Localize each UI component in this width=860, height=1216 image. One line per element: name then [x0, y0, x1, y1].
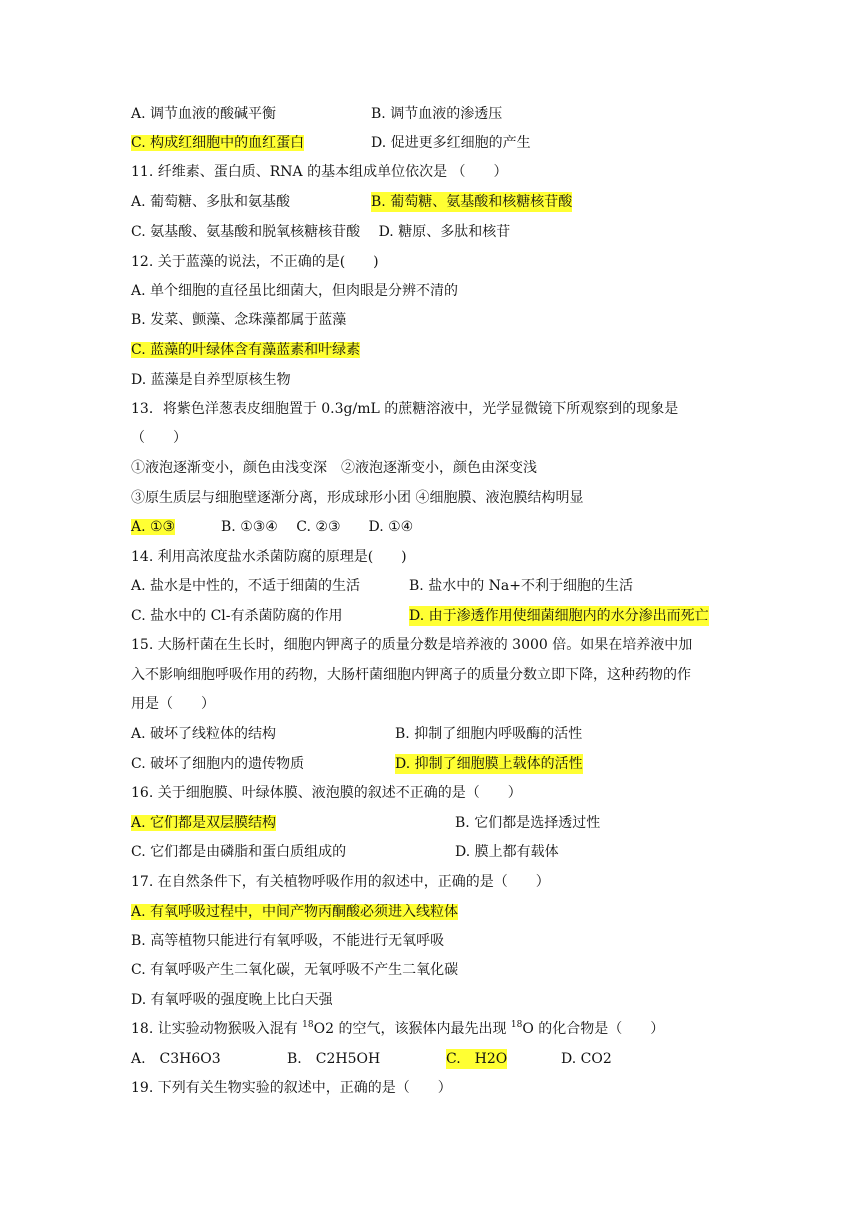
option-line — [131, 902, 458, 922]
option-d: D. 促进更多红细胞的产生 — [371, 135, 531, 151]
option-d: D. CO2 — [561, 1051, 612, 1067]
option-c: C. 有氧呼吸产生二氧化碳，无氧呼吸不产生二氧化碳 — [131, 962, 459, 978]
option-d: D. 膜上都有载体 — [455, 844, 559, 860]
option-d-highlighted: D. 由于渗透作用使细菌细胞内的水分渗出而死亡 — [409, 608, 709, 624]
option-c: C. 它们都是由磷脂和蛋白质组成的 — [131, 844, 347, 860]
question-19: 19. 下列有关生物实验的叙述中，正确的是（ ） — [131, 1080, 452, 1096]
option-line — [131, 133, 531, 153]
question-13: 13．将紫色洋葱表皮细胞置于 0.3g/mL 的蔗糖溶液中，光学显微镜下所观察到的现象是 — [131, 401, 679, 417]
statement-line: ①液泡逐渐变小，颜色由浅变深 ②液泡逐渐变小，颜色由深变浅 — [131, 460, 537, 476]
option-b: B. 调节血液的渗透压 — [371, 106, 503, 122]
question-18-text-3: O 的化合物是（ ） — [522, 1021, 665, 1037]
option-b: B. 抑制了细胞内呼吸酶的活性 — [395, 726, 583, 742]
option-a: A. 调节血液的酸碱平衡 — [131, 106, 277, 122]
question-14: 14. 利用高浓度盐水杀菌防腐的原理是( ) — [131, 549, 407, 565]
question-18 — [131, 1019, 664, 1039]
option-a: A. C3H6O3 — [131, 1051, 221, 1067]
option-d: D. 有氧呼吸的强度晚上比白天强 — [131, 992, 333, 1008]
option-line — [131, 192, 573, 212]
option-line — [131, 104, 503, 124]
options-bcd: B. ①③④ C. ②③ D. ①④ — [221, 519, 414, 535]
option-line — [131, 842, 559, 862]
option-c: C. 破坏了细胞内的遗传物质 — [131, 756, 305, 772]
option-a-highlighted: A. 有氧呼吸过程中，中间产物丙酮酸必须进入线粒体 — [131, 904, 459, 920]
option-line — [131, 813, 601, 833]
option-a-highlighted: A. 它们都是双层膜结构 — [131, 815, 277, 831]
option-a-highlighted: A. ①③ — [131, 519, 176, 535]
option-b: B. 高等植物只能进行有氧呼吸，不能进行无氧呼吸 — [131, 933, 445, 949]
question-16: 16. 关于细胞膜、叶绿体膜、液泡膜的叙述不正确的是（ ） — [131, 785, 522, 801]
option-line — [131, 724, 583, 744]
option-a: A. 葡萄糖、多肽和氨基酸 — [131, 194, 291, 210]
option-c-highlighted: C. 构成红细胞中的血红蛋白 — [131, 135, 305, 151]
option-a: A. 盐水是中性的，不适于细菌的生活 — [131, 578, 361, 594]
option-line: C. 氨基酸、氨基酸和脱氧核糖核苷酸 D. 糖原、多肽和核苷 — [131, 224, 511, 240]
option-c: C. 盐水中的 Cl-有杀菌防腐的作用 — [131, 608, 343, 624]
option-d: D. 蓝藻是自养型原核生物 — [131, 372, 291, 388]
option-a: A. 破坏了线粒体的结构 — [131, 726, 277, 742]
isotope-superscript: 18 — [510, 1020, 523, 1030]
option-b: B. C2H5OH — [287, 1051, 381, 1067]
option-line — [131, 517, 414, 537]
question-12: 12. 关于蓝藻的说法，不正确的是( ) — [131, 254, 379, 270]
option-d-highlighted: D. 抑制了细胞膜上载体的活性 — [395, 756, 583, 772]
question-15-line3: 用是（ ） — [131, 696, 215, 712]
option-line — [131, 576, 633, 596]
option-c-highlighted: C. H2O — [446, 1051, 508, 1067]
option-b: B. 发菜、颤藻、念珠藻都属于蓝藻 — [131, 312, 347, 328]
statement-line: ③原生质层与细胞壁逐渐分离，形成球形小团 ④细胞膜、液泡膜结构明显 — [131, 490, 584, 506]
question-11: 11. 纤维素、蛋白质、RNA 的基本组成单位依次是 （ ） — [131, 164, 508, 180]
option-line — [131, 754, 583, 774]
option-c-highlighted: C. 蓝藻的叶绿体含有藻蓝素和叶绿素 — [131, 342, 361, 358]
isotope-superscript: 18 — [302, 1020, 314, 1030]
option-line — [131, 340, 360, 360]
question-18-text-2: O2 的空气，该猴体内最先出现 — [313, 1021, 511, 1037]
question-17: 17. 在自然条件下，有关植物呼吸作用的叙述中，正确的是（ ） — [131, 874, 550, 890]
question-18-text-1: 18. 让实验动物猴吸入混有 — [131, 1021, 303, 1037]
question-15: 15. 大肠杆菌在生长时，细胞内钾离子的质量分数是培养液的 3000 倍。如果在培养液中加 — [131, 637, 693, 653]
option-b-highlighted: B. 葡萄糖、氨基酸和核糖核苷酸 — [371, 194, 573, 210]
question-13-bracket: （ ） — [131, 430, 187, 446]
question-15-line2: 入不影响细胞呼吸作用的药物，大肠杆菌细胞内钾离子的质量分数立即下降，这种药物的作 — [131, 667, 691, 683]
option-a: A. 单个细胞的直径虽比细菌大，但肉眼是分辨不清的 — [131, 283, 459, 299]
option-line — [131, 606, 709, 626]
option-line — [131, 1049, 612, 1069]
option-b: B. 它们都是选择透过性 — [455, 815, 601, 831]
option-b: B. 盐水中的 Na+不利于细胞的生活 — [409, 578, 633, 594]
